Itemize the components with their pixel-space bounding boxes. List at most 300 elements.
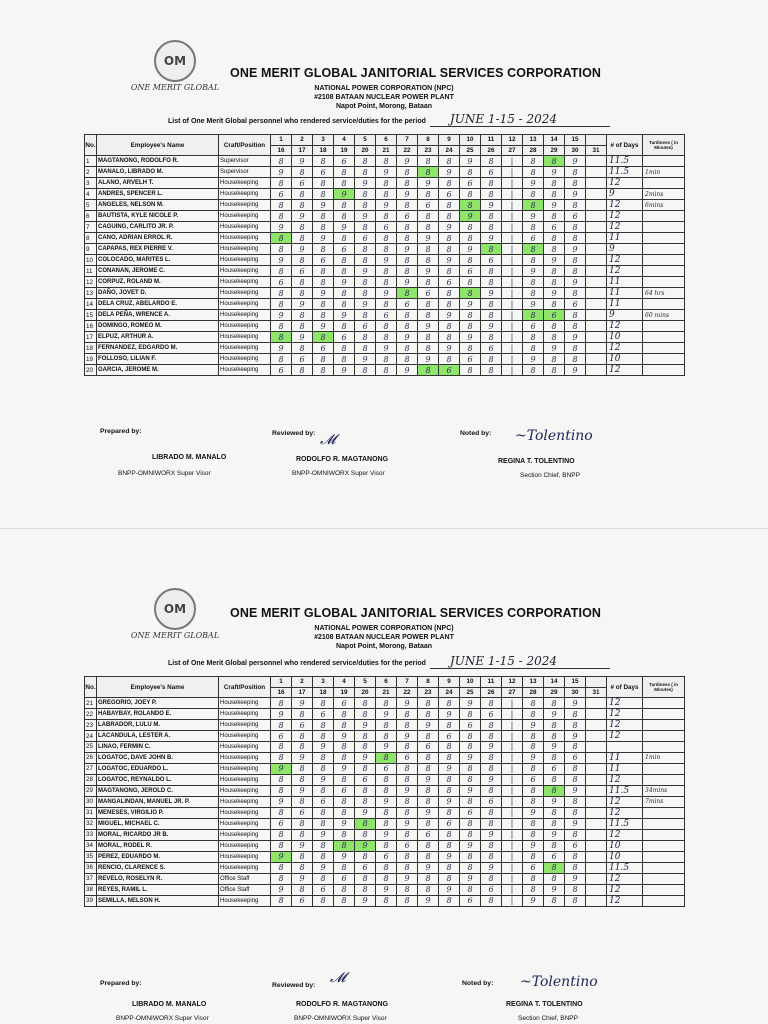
craft-position: Housekeeping: [219, 785, 271, 796]
tardiness-minutes: [643, 851, 685, 862]
attendance-mark: |: [502, 709, 523, 720]
attendance-mark: 9: [397, 731, 418, 742]
tardiness-minutes: [643, 731, 685, 742]
employee-name: HABAYBAY, ROLANDO E.: [97, 709, 219, 720]
row-number: 3: [85, 178, 97, 189]
attendance-mark: 8: [565, 851, 586, 862]
row-number: 31: [85, 807, 97, 818]
attendance-mark: 8: [376, 785, 397, 796]
attendance-mark: 8: [481, 752, 502, 763]
attendance-mark: 6: [376, 851, 397, 862]
attendance-mark: 9: [523, 354, 544, 365]
attendance-mark: |: [502, 829, 523, 840]
day-header-top: 10: [460, 135, 481, 146]
attendance-mark: 8: [523, 709, 544, 720]
attendance-mark: 8: [439, 233, 460, 244]
day-header-bottom: 22: [397, 145, 418, 156]
employee-name: MORAL, RODEL R.: [97, 840, 219, 851]
attendance-mark: [586, 222, 607, 233]
attendance-mark: 8: [334, 299, 355, 310]
attendance-mark: 8: [271, 332, 292, 343]
attendance-mark: 8: [292, 255, 313, 266]
attendance-mark: 8: [376, 321, 397, 332]
attendance-mark: 9: [292, 840, 313, 851]
attendance-mark: 8: [397, 233, 418, 244]
attendance-mark: 8: [376, 774, 397, 785]
attendance-mark: |: [502, 288, 523, 299]
attendance-mark: 8: [313, 851, 334, 862]
attendance-mark: 6: [334, 873, 355, 884]
attendance-mark: 8: [460, 742, 481, 753]
days-count: 12: [607, 200, 643, 211]
attendance-mark: 8: [460, 731, 481, 742]
day-header-bottom: 30: [565, 145, 586, 156]
row-number: 2: [85, 167, 97, 178]
attendance-mark: 9: [481, 321, 502, 332]
attendance-mark: 8: [376, 299, 397, 310]
attendance-mark: 8: [418, 211, 439, 222]
table-row: [85, 698, 685, 709]
attendance-mark: 8: [418, 299, 439, 310]
attendance-mark: 6: [460, 266, 481, 277]
tardiness-minutes: [643, 343, 685, 354]
reviewer-signature: 𝓜: [320, 432, 336, 448]
attendance-mark: 8: [565, 266, 586, 277]
attendance-mark: 8: [334, 796, 355, 807]
attendance-mark: 8: [334, 807, 355, 818]
attendance-mark: 8: [313, 752, 334, 763]
attendance-mark: 8: [523, 829, 544, 840]
employee-name: DELA PEÑA, WRENCE A.: [97, 310, 219, 321]
attendance-mark: 6: [334, 156, 355, 167]
noted-name: REGINA T. TOLENTINO: [506, 1001, 583, 1008]
attendance-mark: 9: [334, 818, 355, 829]
days-count: 12: [607, 807, 643, 818]
attendance-mark: 8: [313, 277, 334, 288]
attendance-mark: 8: [565, 709, 586, 720]
attendance-mark: 8: [397, 222, 418, 233]
attendance-mark: 9: [376, 742, 397, 753]
attendance-mark: 8: [355, 829, 376, 840]
day-header-bottom: 18: [313, 145, 334, 156]
employee-name: PEREZ, EDUARDO M.: [97, 851, 219, 862]
attendance-mark: 8: [355, 222, 376, 233]
attendance-mark: 8: [355, 873, 376, 884]
attendance-mark: 8: [334, 752, 355, 763]
attendance-mark: 6: [439, 818, 460, 829]
attendance-mark: 8: [565, 321, 586, 332]
attendance-mark: |: [502, 167, 523, 178]
attendance-mark: 9: [397, 818, 418, 829]
attendance-mark: 9: [397, 873, 418, 884]
day-header-top: 15: [565, 135, 586, 146]
attendance-mark: 6: [439, 731, 460, 742]
days-count: 11.5: [607, 818, 643, 829]
attendance-mark: 6: [439, 277, 460, 288]
attendance-mark: 9: [313, 233, 334, 244]
attendance-mark: 8: [481, 698, 502, 709]
prepared-name: LIBRADO M. MANALO: [132, 1001, 207, 1008]
attendance-mark: 8: [418, 156, 439, 167]
attendance-mark: 9: [397, 698, 418, 709]
attendance-mark: 6: [481, 884, 502, 895]
attendance-mark: 6: [460, 720, 481, 731]
attendance-mark: 9: [460, 244, 481, 255]
day-header-bottom: 31: [586, 145, 607, 156]
attendance-mark: 8: [376, 211, 397, 222]
attendance-mark: 8: [418, 884, 439, 895]
day-header-top: 1: [271, 677, 292, 688]
attendance-mark: 8: [544, 698, 565, 709]
attendance-mark: 9: [544, 288, 565, 299]
tardiness-minutes: [643, 709, 685, 720]
table-row: [85, 156, 685, 167]
table-row: [85, 178, 685, 189]
attendance-mark: 8: [523, 873, 544, 884]
attendance-mark: [586, 189, 607, 200]
attendance-mark: 8: [481, 840, 502, 851]
row-number: 7: [85, 222, 97, 233]
row-number: 33: [85, 829, 97, 840]
table-row: [85, 818, 685, 829]
attendance-mark: 8: [334, 742, 355, 753]
attendance-mark: |: [502, 255, 523, 266]
table-row: [85, 189, 685, 200]
attendance-mark: 9: [523, 840, 544, 851]
attendance-table: [84, 676, 685, 907]
employee-name: CAGUING, CARLITO JR. P.: [97, 222, 219, 233]
reviewed-role: BNPP-OMNIWORX Super Visor: [292, 470, 385, 477]
attendance-mark: 6: [481, 167, 502, 178]
attendance-mark: 6: [355, 862, 376, 873]
tardiness-minutes: [643, 873, 685, 884]
attendance-mark: |: [502, 156, 523, 167]
period-label: List of One Merit Global personnel who rendered service/duties for the period: [168, 118, 426, 125]
attendance-mark: 8: [460, 709, 481, 720]
attendance-mark: 9: [523, 211, 544, 222]
attendance-mark: 8: [313, 332, 334, 343]
attendance-mark: 9: [565, 731, 586, 742]
attendance-mark: [586, 354, 607, 365]
attendance-mark: 8: [271, 742, 292, 753]
attendance-mark: 9: [271, 763, 292, 774]
row-number: 4: [85, 189, 97, 200]
attendance-mark: 6: [334, 698, 355, 709]
craft-position: Housekeeping: [219, 818, 271, 829]
period-label: List of One Merit Global personnel who rendered service/duties for the period: [168, 660, 426, 667]
tardiness-minutes: [643, 720, 685, 731]
employee-name: BAUTISTA, KYLE NICOLE P.: [97, 211, 219, 222]
day-header-top: 9: [439, 677, 460, 688]
attendance-mark: 8: [481, 189, 502, 200]
attendance-mark: 9: [418, 178, 439, 189]
table-row: [85, 233, 685, 244]
attendance-mark: 8: [418, 709, 439, 720]
subtitle-block: [0, 624, 768, 651]
attendance-mark: 9: [460, 211, 481, 222]
attendance-mark: 8: [271, 233, 292, 244]
attendance-mark: 8: [439, 720, 460, 731]
attendance-mark: 8: [376, 862, 397, 873]
attendance-mark: |: [502, 266, 523, 277]
attendance-mark: [586, 742, 607, 753]
table-row: [85, 873, 685, 884]
attendance-mark: 8: [334, 233, 355, 244]
attendance-mark: 8: [355, 255, 376, 266]
attendance-mark: 6: [355, 233, 376, 244]
days-count: 12: [607, 178, 643, 189]
employee-name: CAPAPAS, REX PIERRE V.: [97, 244, 219, 255]
attendance-mark: 8: [313, 807, 334, 818]
attendance-mark: 6: [439, 189, 460, 200]
days-count: 9: [607, 189, 643, 200]
row-number: 26: [85, 752, 97, 763]
attendance-mark: 8: [439, 895, 460, 906]
attendance-mark: 9: [376, 200, 397, 211]
attendance-mark: 8: [376, 720, 397, 731]
subtitle-line: Napot Point, Morong, Bataan: [335, 103, 433, 110]
employee-name: ANDRES, SPENCER L.: [97, 189, 219, 200]
day-header-top: 6: [376, 135, 397, 146]
row-number: 21: [85, 698, 97, 709]
attendance-mark: |: [502, 884, 523, 895]
attendance-mark: 6: [565, 840, 586, 851]
craft-position: Housekeeping: [219, 763, 271, 774]
days-count: 11: [607, 299, 643, 310]
attendance-mark: 8: [313, 156, 334, 167]
attendance-mark: 8: [544, 720, 565, 731]
day-header-top: 2: [292, 135, 313, 146]
attendance-mark: 9: [292, 873, 313, 884]
attendance-mark: [586, 873, 607, 884]
days-count: 12: [607, 796, 643, 807]
attendance-mark: 8: [523, 288, 544, 299]
tardiness-minutes: [643, 774, 685, 785]
period-line: [168, 112, 610, 127]
attendance-mark: 9: [376, 255, 397, 266]
attendance-mark: 8: [523, 189, 544, 200]
attendance-mark: 9: [313, 200, 334, 211]
attendance-mark: 6: [565, 299, 586, 310]
prepared-name: LIBRADO M. MANALO: [152, 454, 227, 461]
attendance-mark: 8: [565, 310, 586, 321]
attendance-mark: 8: [397, 310, 418, 321]
attendance-mark: 8: [334, 840, 355, 851]
prepared-by-label: Prepared by:: [100, 428, 142, 435]
attendance-mark: 9: [376, 796, 397, 807]
tardiness-minutes: 1min: [643, 167, 685, 178]
day-header-top: 14: [544, 677, 565, 688]
attendance-mark: 8: [397, 343, 418, 354]
attendance-mark: |: [502, 343, 523, 354]
attendance-mark: 8: [271, 840, 292, 851]
attendance-mark: 8: [313, 266, 334, 277]
attendance-mark: 8: [271, 178, 292, 189]
attendance-mark: 9: [565, 698, 586, 709]
attendance-mark: 8: [418, 343, 439, 354]
attendance-mark: |: [502, 222, 523, 233]
attendance-mark: 8: [481, 873, 502, 884]
employee-name: CONANAN, JEROME C.: [97, 266, 219, 277]
attendance-mark: 8: [460, 774, 481, 785]
attendance-mark: 8: [418, 222, 439, 233]
attendance-mark: 8: [460, 829, 481, 840]
attendance-mark: 9: [565, 189, 586, 200]
attendance-mark: 9: [544, 255, 565, 266]
day-header-top: 4: [334, 677, 355, 688]
employee-name: ELPUZ, ARTHUR A.: [97, 332, 219, 343]
attendance-mark: 8: [544, 895, 565, 906]
attendance-mark: 8: [565, 288, 586, 299]
attendance-mark: 6: [271, 189, 292, 200]
logo-emblem-icon: OM: [154, 40, 196, 82]
craft-position: Housekeeping: [219, 332, 271, 343]
table-row: [85, 731, 685, 742]
row-number: 24: [85, 731, 97, 742]
tardiness-minutes: [643, 354, 685, 365]
days-count: 10: [607, 840, 643, 851]
attendance-mark: 9: [355, 807, 376, 818]
attendance-mark: [586, 895, 607, 906]
attendance-mark: 9: [565, 818, 586, 829]
craft-position: Housekeeping: [219, 178, 271, 189]
craft-position: Housekeeping: [219, 277, 271, 288]
days-count: 9: [607, 310, 643, 321]
attendance-mark: [586, 785, 607, 796]
tardiness-minutes: 34mins: [643, 785, 685, 796]
attendance-mark: 8: [271, 807, 292, 818]
day-header-bottom: 23: [418, 687, 439, 698]
attendance-mark: 8: [271, 752, 292, 763]
attendance-mark: 9: [313, 862, 334, 873]
attendance-table: [84, 134, 685, 376]
subtitle-line: NATIONAL POWER CORPORATION (NPC): [314, 85, 454, 92]
attendance-mark: 8: [292, 742, 313, 753]
attendance-mark: 6: [481, 796, 502, 807]
day-header-bottom: 20: [355, 687, 376, 698]
row-number: 30: [85, 796, 97, 807]
attendance-mark: 6: [313, 884, 334, 895]
attendance-mark: [586, 365, 607, 376]
reviewed-name: RODOLFO R. MAGTANONG: [296, 1001, 389, 1008]
attendance-mark: 9: [418, 862, 439, 873]
attendance-mark: |: [502, 354, 523, 365]
reviewed-by-label: Reviewed by:: [272, 982, 316, 989]
craft-position: Housekeeping: [219, 299, 271, 310]
days-count: 11: [607, 277, 643, 288]
row-number: 23: [85, 720, 97, 731]
table-row: [85, 167, 685, 178]
attendance-mark: 8: [439, 299, 460, 310]
attendance-mark: 8: [334, 895, 355, 906]
attendance-mark: 6: [523, 233, 544, 244]
attendance-mark: 8: [418, 698, 439, 709]
tardiness-minutes: [643, 233, 685, 244]
attendance-mark: 8: [397, 884, 418, 895]
day-header-top: 5: [355, 677, 376, 688]
col-name-header: Employee's Name: [97, 677, 219, 698]
employee-name: MENESES, VIRGILIO P.: [97, 807, 219, 818]
attendance-mark: 9: [544, 709, 565, 720]
row-number: 35: [85, 851, 97, 862]
craft-position: Housekeeping: [219, 840, 271, 851]
days-count: 12: [607, 720, 643, 731]
attendance-mark: 9: [544, 343, 565, 354]
tardiness-minutes: [643, 807, 685, 818]
attendance-mark: 9: [565, 156, 586, 167]
attendance-mark: 8: [313, 763, 334, 774]
day-header-bottom: 26: [481, 145, 502, 156]
attendance-mark: [586, 299, 607, 310]
employee-name: LINAO, FERMIN C.: [97, 742, 219, 753]
craft-position: Housekeeping: [219, 354, 271, 365]
attendance-mark: 8: [397, 763, 418, 774]
attendance-mark: 8: [481, 266, 502, 277]
row-number: 36: [85, 862, 97, 873]
day-header-bottom: 19: [334, 145, 355, 156]
attendance-mark: 9: [460, 299, 481, 310]
attendance-mark: 8: [313, 720, 334, 731]
attendance-mark: 8: [376, 698, 397, 709]
attendance-mark: 8: [565, 884, 586, 895]
attendance-mark: 9: [481, 774, 502, 785]
attendance-mark: 9: [376, 829, 397, 840]
attendance-mark: 9: [544, 884, 565, 895]
attendance-mark: 9: [523, 720, 544, 731]
attendance-mark: 8: [292, 862, 313, 873]
attendance-mark: 8: [565, 862, 586, 873]
attendance-mark: 8: [481, 895, 502, 906]
attendance-mark: 8: [313, 310, 334, 321]
day-header-bottom: 20: [355, 145, 376, 156]
attendance-mark: 8: [481, 851, 502, 862]
attendance-mark: 8: [439, 321, 460, 332]
attendance-mark: [586, 774, 607, 785]
attendance-mark: 8: [481, 299, 502, 310]
row-number: 11: [85, 266, 97, 277]
attendance-mark: 6: [565, 211, 586, 222]
row-number: 9: [85, 244, 97, 255]
attendance-mark: 9: [439, 343, 460, 354]
reviewer-signature: 𝓜: [330, 970, 346, 986]
attendance-mark: 8: [313, 818, 334, 829]
attendance-mark: 8: [565, 829, 586, 840]
attendance-mark: 8: [334, 255, 355, 266]
attendance-mark: 8: [313, 698, 334, 709]
days-count: 9: [607, 244, 643, 255]
employee-name: FOLLOSO, LILIAN F.: [97, 354, 219, 365]
attendance-mark: 8: [523, 731, 544, 742]
craft-position: Housekeeping: [219, 862, 271, 873]
attendance-mark: 8: [523, 365, 544, 376]
attendance-mark: 9: [292, 211, 313, 222]
noted-name: REGINA T. TOLENTINO: [498, 458, 575, 465]
day-header-top: 5: [355, 135, 376, 146]
attendance-mark: 9: [397, 332, 418, 343]
attendance-mark: |: [502, 851, 523, 862]
attendance-mark: 9: [418, 354, 439, 365]
attendance-mark: 8: [376, 873, 397, 884]
attendance-mark: |: [502, 895, 523, 906]
col-no-header: No.: [85, 677, 97, 698]
attendance-mark: 8: [439, 156, 460, 167]
day-header-top: 12: [502, 677, 523, 688]
table-row: [85, 266, 685, 277]
attendance-mark: 6: [460, 895, 481, 906]
tardiness-minutes: 6mins: [643, 200, 685, 211]
attendance-mark: 9: [544, 742, 565, 753]
reviewed-by-label: Reviewed by:: [272, 430, 316, 437]
